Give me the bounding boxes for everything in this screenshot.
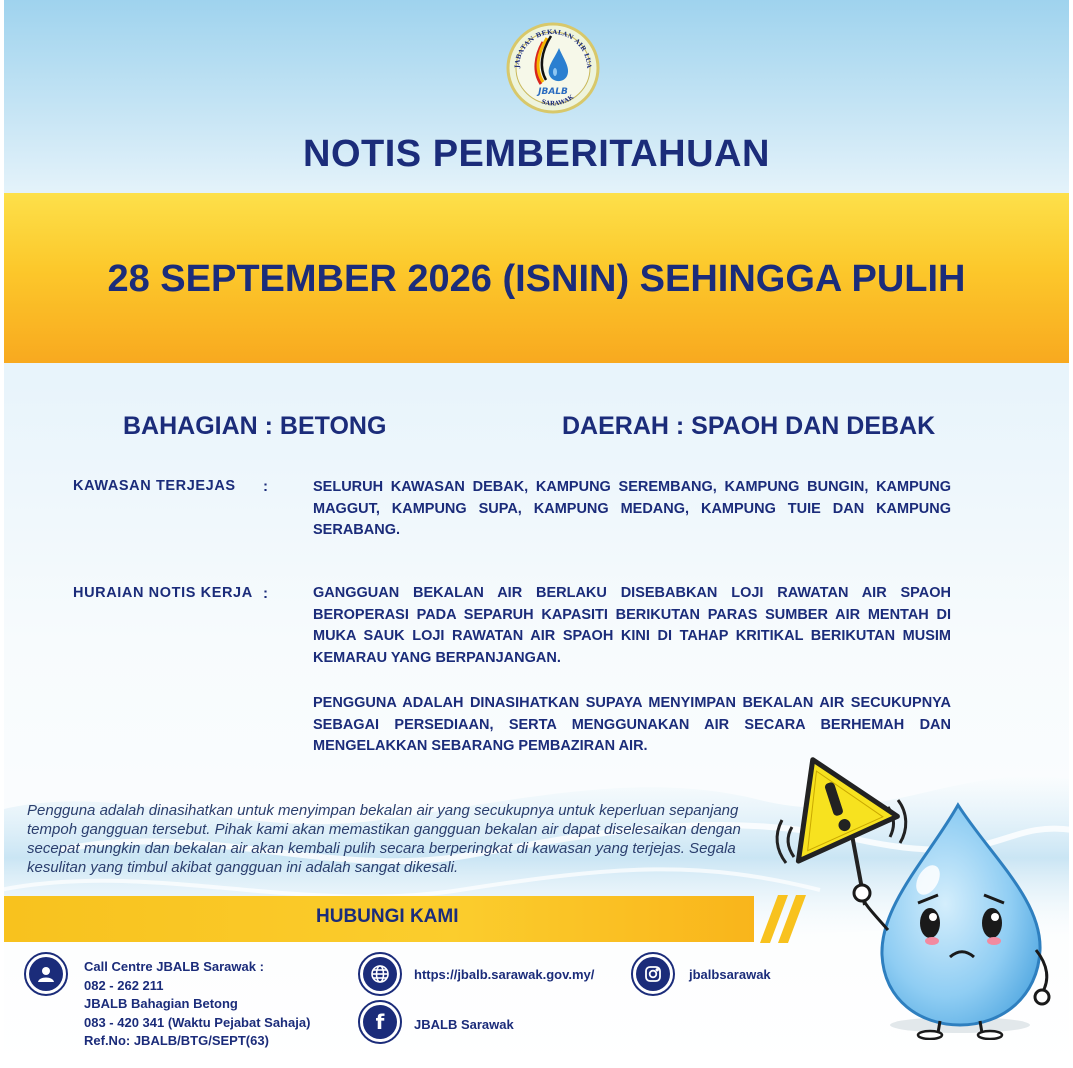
globe-icon[interactable]	[358, 952, 402, 996]
notice-title: NOTIS PEMBERITAHUAN	[303, 133, 770, 175]
contact-title: HUBUNGI KAMI	[316, 906, 459, 927]
kawasan-colon: :	[263, 478, 268, 495]
instagram-link[interactable]: jbalbsarawak	[689, 967, 771, 982]
call-centre-line: Ref.No: JBALB/BTG/SEPT(63)	[84, 1033, 269, 1048]
website-link[interactable]: https://jbalb.sarawak.gov.my/	[414, 967, 595, 982]
frame-right	[1069, 0, 1073, 1068]
user-icon	[24, 952, 68, 996]
huraian-text-2: PENGGUNA ADALAH DINASIHATKAN SUPAYA MENYIMPAN BEKALAN AIR SECUKUPNYA SEBAGAI PERSEDIAAN, SERTA MENGGUNAKAN AIR SECARA BERHEMAH DAN MENGELAKKAN SEBARANG PEMBAZIRAN AIR.	[313, 695, 951, 754]
jbalb-logo	[505, 22, 601, 114]
notice-date: 28 SEPTEMBER 2026 (ISNIN) SEHINGGA PULIH	[107, 258, 966, 300]
huraian-text-1: GANGGUAN BEKALAN AIR BERLAKU DISEBABKAN LOJI RAWATAN AIR SPAOH BEROPERASI PADA SEPARUH KAPASITI BERIKUTAN PARAS SUMBER AIR MENTAH DI MUKA SAUK LOJI RAWATAN AIR SPAOH KINI DI TAHAP KRITIKAL BERIKUTAN MUSIM KEMARAU YANG BERPANJANGAN.	[313, 585, 951, 666]
logo-ring-text-top: JABATAN BEKALAN AIR LUA	[513, 28, 593, 69]
call-centre-line: 083 - 420 341 (Waktu Pejabat Sahaja)	[84, 1014, 311, 1030]
facebook-link[interactable]: JBALB Sarawak	[414, 1017, 514, 1032]
kawasan-label: KAWASAN TERJEJAS	[73, 478, 236, 494]
daerah-label: DAERAH : SPAOH DAN DEBAK	[562, 412, 936, 440]
call-centre-line: Call Centre JBALB Sarawak :	[84, 959, 264, 974]
frame-left	[0, 0, 4, 1068]
kawasan-text: SELURUH KAWASAN DEBAK, KAMPUNG SEREMBANG, KAMPUNG BUNGIN, KAMPUNG MAGGUT, KAMPUNG SUPA, KAMPUNG MEDANG, KAMPUNG TUIE DAN KAMPUNG SERABANG.	[313, 479, 951, 538]
instagram-icon[interactable]	[631, 952, 675, 996]
facebook-icon[interactable]: f	[358, 1000, 402, 1044]
call-centre-info	[84, 958, 310, 1051]
logo-ring-text-bottom: SARAWAK	[540, 93, 576, 108]
advisory-note: Pengguna adalah dinasihatkan untuk menyimpan bekalan air yang secukupnya untuk keperluan sepanjang tempoh gangguan tersebut. Pihak kami akan memastikan gangguan bekalan air dapat diselesaikan dengan secepat mungkin dan bekalan air akan kembali pulih secara berperingkat di kawasan yang terjejas. Segala kesulitan yang timbul akibat gangguan ini adalah sangat dikesali.	[27, 802, 741, 876]
huraian-colon: :	[263, 585, 268, 602]
call-centre-line: JBALB Bahagian Betong	[84, 996, 238, 1011]
huraian-label: HURAIAN NOTIS KERJA	[73, 585, 253, 601]
water-drop-mascot	[770, 745, 1060, 1040]
bahagian-label: BAHAGIAN : BETONG	[123, 412, 387, 440]
logo-center-text: JBALB	[538, 87, 568, 97]
call-centre-line: 082 - 262 211	[84, 977, 164, 993]
